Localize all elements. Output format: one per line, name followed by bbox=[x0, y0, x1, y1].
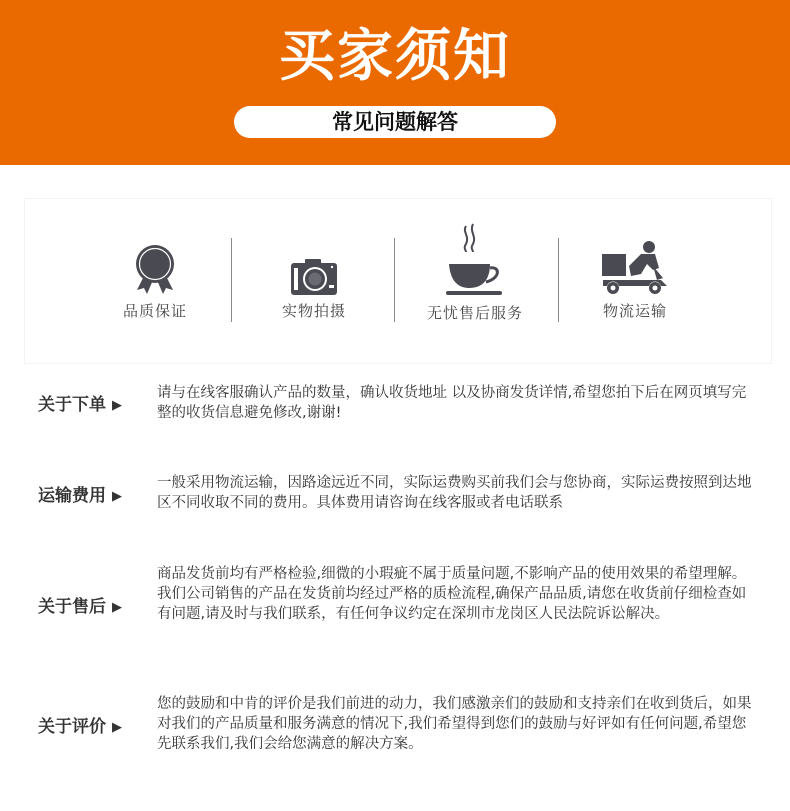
faq-question-label: 关于下单 bbox=[38, 395, 106, 415]
play-arrow-icon: ▶ bbox=[112, 720, 122, 735]
faq-subtitle-badge: 常见问题解答 bbox=[234, 106, 556, 138]
header-banner bbox=[0, 0, 790, 165]
camera-icon bbox=[290, 258, 338, 296]
faq-answer: 请与在线客服确认产品的数量，确认收货地址 以及协商发货详情,希望您拍下后在网页填写完整的收货信息避免修改,谢谢! bbox=[157, 385, 747, 421]
faq-answer: 商品发货前均有严格检验,细微的小瑕疵不属于质量问题,不影响产品的使用效果的希望理解。我们公司销售的产品在发货前均经过严格的质检流程,确保产品品质,请您在收货前仔细检查如有问题,请及时与我们联系，有任何争议约定在深圳市龙岗区人民法院诉讼解决。 bbox=[157, 566, 747, 622]
delivery-scooter-icon bbox=[601, 240, 669, 296]
faq-question bbox=[38, 592, 122, 617]
feature-label: 无忧售后服务 bbox=[426, 304, 523, 322]
feature-quality bbox=[90, 238, 220, 328]
play-arrow-icon: ▶ bbox=[112, 489, 122, 504]
faq-question bbox=[38, 390, 122, 415]
feature-real-photos bbox=[249, 238, 379, 328]
divider bbox=[394, 238, 395, 322]
feature-label: 实物拍摄 bbox=[281, 302, 346, 320]
faq-question-label: 关于售后 bbox=[38, 597, 106, 617]
feature-logistics bbox=[570, 238, 700, 328]
faq-question bbox=[38, 712, 122, 737]
divider bbox=[558, 238, 559, 322]
play-arrow-icon: ▶ bbox=[112, 600, 122, 615]
feature-after-sales bbox=[410, 238, 540, 328]
page-title: 买家须知 bbox=[279, 24, 511, 89]
faq-question-label: 运输费用 bbox=[38, 486, 106, 506]
faq-question bbox=[38, 481, 122, 506]
feature-label: 物流运输 bbox=[602, 302, 667, 320]
play-arrow-icon: ▶ bbox=[112, 398, 122, 413]
faq-answer: 一般采用物流运输，因路途远近不同，实际运费购买前我们会与您协商，实际运费按照到达地区不同收取不同的费用。具体费用请咨询在线客服或者电话联系 bbox=[157, 475, 752, 511]
feature-label: 品质保证 bbox=[122, 302, 187, 320]
award-ribbon-icon bbox=[133, 244, 177, 296]
coffee-cup-icon bbox=[446, 222, 504, 298]
divider bbox=[231, 238, 232, 322]
faq-answer: 您的鼓励和中肯的评价是我们前进的动力，我们感激亲们的鼓励和支持亲们在收到货后，如果对我们的产品质量和服务满意的情况下,我们希望得到您们的鼓励与好评如有任何问题,希望您先联系我们,我们会给您满意的解决方案。 bbox=[157, 696, 752, 752]
faq-question-label: 关于评价 bbox=[38, 717, 106, 737]
